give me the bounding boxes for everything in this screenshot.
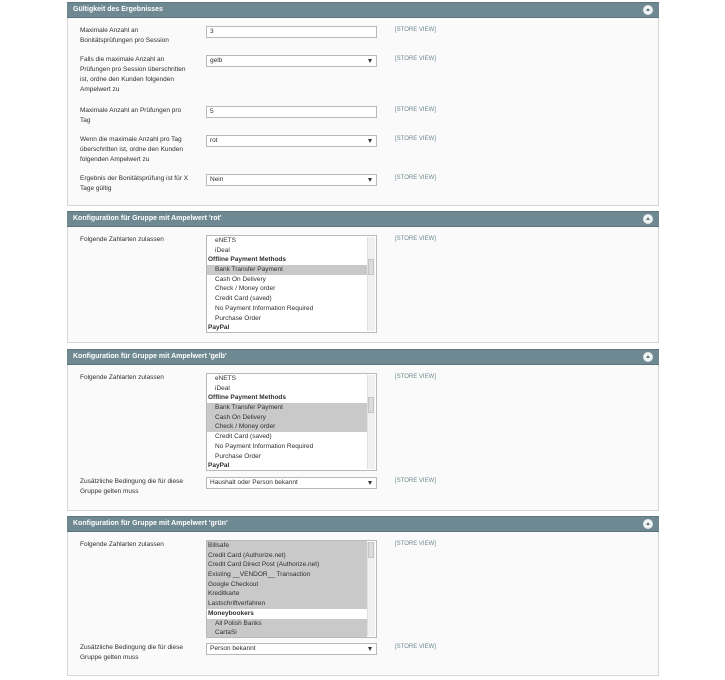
payment-methods-multiselect-gelb[interactable] <box>206 373 377 471</box>
day-exceeded-ampel-select[interactable] <box>206 135 377 147</box>
select-value: rot <box>210 137 218 144</box>
payment-option[interactable]: iDeal <box>215 246 230 254</box>
payment-option[interactable]: eNETS <box>215 375 236 382</box>
section-header[interactable] <box>67 211 659 227</box>
payment-option[interactable]: Lastschriftverfahren <box>207 599 367 609</box>
payment-option[interactable]: All Polish Banks <box>207 619 367 629</box>
section-header[interactable] <box>67 516 659 532</box>
payment-option[interactable]: Existing __VENDOR__ Transaction <box>207 570 367 580</box>
field-label: Wenn die maximale Anzahl pro Tag überschritten ist, ordne den Kunden folgenden Ampelwert zu <box>80 136 183 163</box>
scrollbar-thumb[interactable] <box>368 397 374 413</box>
payment-option[interactable]: Credit Card Direct Post (Authorize.net) <box>207 560 367 570</box>
chevron-down-icon <box>368 178 372 182</box>
section-group-gruen <box>67 516 659 676</box>
collapse-icon[interactable] <box>643 5 653 15</box>
scope-label: [STORE VIEW] <box>395 175 436 181</box>
payment-option[interactable]: iDeal <box>215 384 230 392</box>
section-title: Konfiguration für Gruppe mit Ampelwert 'grün' <box>73 520 228 527</box>
section-result-validity <box>67 2 659 206</box>
payment-option[interactable]: Bank Transfer Payment <box>207 403 367 413</box>
section-title: Konfiguration für Gruppe mit Ampelwert 'gelb' <box>73 353 227 360</box>
option-group-label: PayPal <box>208 324 230 332</box>
payment-option[interactable]: Cash On Delivery <box>207 413 367 423</box>
session-exceeded-ampel-select[interactable] <box>206 55 377 67</box>
payment-option[interactable]: Credit Card (saved) <box>215 295 272 303</box>
scope-label: [STORE VIEW] <box>395 478 436 484</box>
payment-option[interactable]: Billsafe <box>207 541 367 551</box>
payment-option[interactable]: Purchase Order <box>215 452 261 460</box>
scope-label: [STORE VIEW] <box>395 644 436 650</box>
payment-option[interactable]: Bank Transfer Payment <box>207 265 367 275</box>
field-label: Ergebnis der Bonitätsprüfung ist für X Tage gültig <box>80 175 189 192</box>
scrollbar-thumb[interactable] <box>368 542 374 558</box>
field-label: Maximale Anzahl an Bonitätsprüfungen pro Session <box>80 27 169 44</box>
payment-option[interactable]: Purchase Order <box>215 314 261 322</box>
option-group-label: Offline Payment Methods <box>208 256 287 264</box>
payment-option[interactable]: Kreditkarte <box>207 589 367 599</box>
section-group-rot <box>67 211 659 343</box>
scrollbar-thumb[interactable] <box>368 259 374 275</box>
option-group-label: Moneybookers <box>208 609 254 617</box>
scope-label: [STORE VIEW] <box>395 541 436 547</box>
payment-option[interactable]: Credit Card (saved) <box>215 433 272 441</box>
section-group-gelb <box>67 349 659 511</box>
payment-option[interactable]: No Payment Information Required <box>215 304 314 312</box>
payment-methods-multiselect-rot[interactable] <box>206 235 377 333</box>
additional-condition-select-gelb[interactable] <box>206 477 377 489</box>
scrollbar[interactable] <box>367 237 375 331</box>
payment-option[interactable]: Credit Card (Authorize.net) <box>207 551 367 561</box>
payment-option[interactable]: Cash On Delivery <box>215 275 266 283</box>
select-value: Nein <box>210 176 224 183</box>
collapse-icon[interactable] <box>643 352 653 362</box>
field-label: Falls die maximale Anzahl an Prüfungen pro Session überschritten ist, ordne den Kunden folgenden Ampelwert zu <box>80 56 186 93</box>
scope-label: [STORE VIEW] <box>395 136 436 142</box>
field-label: Zusätzliche Bedingung die für diese Gruppe gelten muss <box>80 644 183 661</box>
collapse-icon[interactable] <box>643 519 653 529</box>
max-checks-per-day-input[interactable]: 5 <box>206 106 377 118</box>
payment-option[interactable]: Check / Money order <box>207 422 367 432</box>
payment-methods-multiselect-gruen[interactable] <box>206 540 377 638</box>
chevron-down-icon <box>368 481 372 485</box>
payment-option[interactable]: Check / Money order <box>215 285 276 293</box>
select-value: Haushalt oder Person bekannt <box>210 479 298 486</box>
payment-option[interactable]: No Payment Information Required <box>215 442 314 450</box>
section-header[interactable] <box>67 2 659 18</box>
chevron-down-icon <box>368 139 372 143</box>
payment-option[interactable]: eNETS <box>215 237 236 244</box>
field-label: Folgende Zahlarten zulassen <box>80 374 164 381</box>
field-label: Folgende Zahlarten zulassen <box>80 236 164 243</box>
scope-label: [STORE VIEW] <box>395 56 436 62</box>
option-group-label: PayPal <box>208 462 230 470</box>
chevron-down-icon <box>368 59 372 63</box>
scope-label: [STORE VIEW] <box>395 236 436 242</box>
max-checks-per-session-input[interactable]: 3 <box>206 26 377 38</box>
scrollbar[interactable] <box>367 542 375 636</box>
chevron-down-icon <box>368 647 372 651</box>
collapse-icon[interactable] <box>643 214 653 224</box>
field-label: Zusätzliche Bedingung die für diese Gruppe gelten muss <box>80 478 183 495</box>
field-label: Folgende Zahlarten zulassen <box>80 541 164 548</box>
additional-condition-select-gruen[interactable] <box>206 643 377 655</box>
section-title: Gültigkeit des Ergebnisses <box>73 6 163 13</box>
result-validity-days-select[interactable] <box>206 174 377 186</box>
scrollbar[interactable] <box>367 375 375 469</box>
payment-option[interactable]: CartaSi <box>207 628 367 638</box>
select-value: gelb <box>210 57 223 64</box>
scope-label: [STORE VIEW] <box>395 107 436 113</box>
scope-label: [STORE VIEW] <box>395 27 436 33</box>
field-label: Maximale Anzahl an Prüfungen pro Tag <box>80 107 182 124</box>
section-title: Konfiguration für Gruppe mit Ampelwert 'rot' <box>73 215 222 222</box>
option-group-label: Offline Payment Methods <box>208 394 287 402</box>
scope-label: [STORE VIEW] <box>395 374 436 380</box>
payment-option[interactable]: Google Checkout <box>207 580 367 590</box>
section-header[interactable] <box>67 349 659 365</box>
select-value: Person bekannt <box>210 645 256 652</box>
